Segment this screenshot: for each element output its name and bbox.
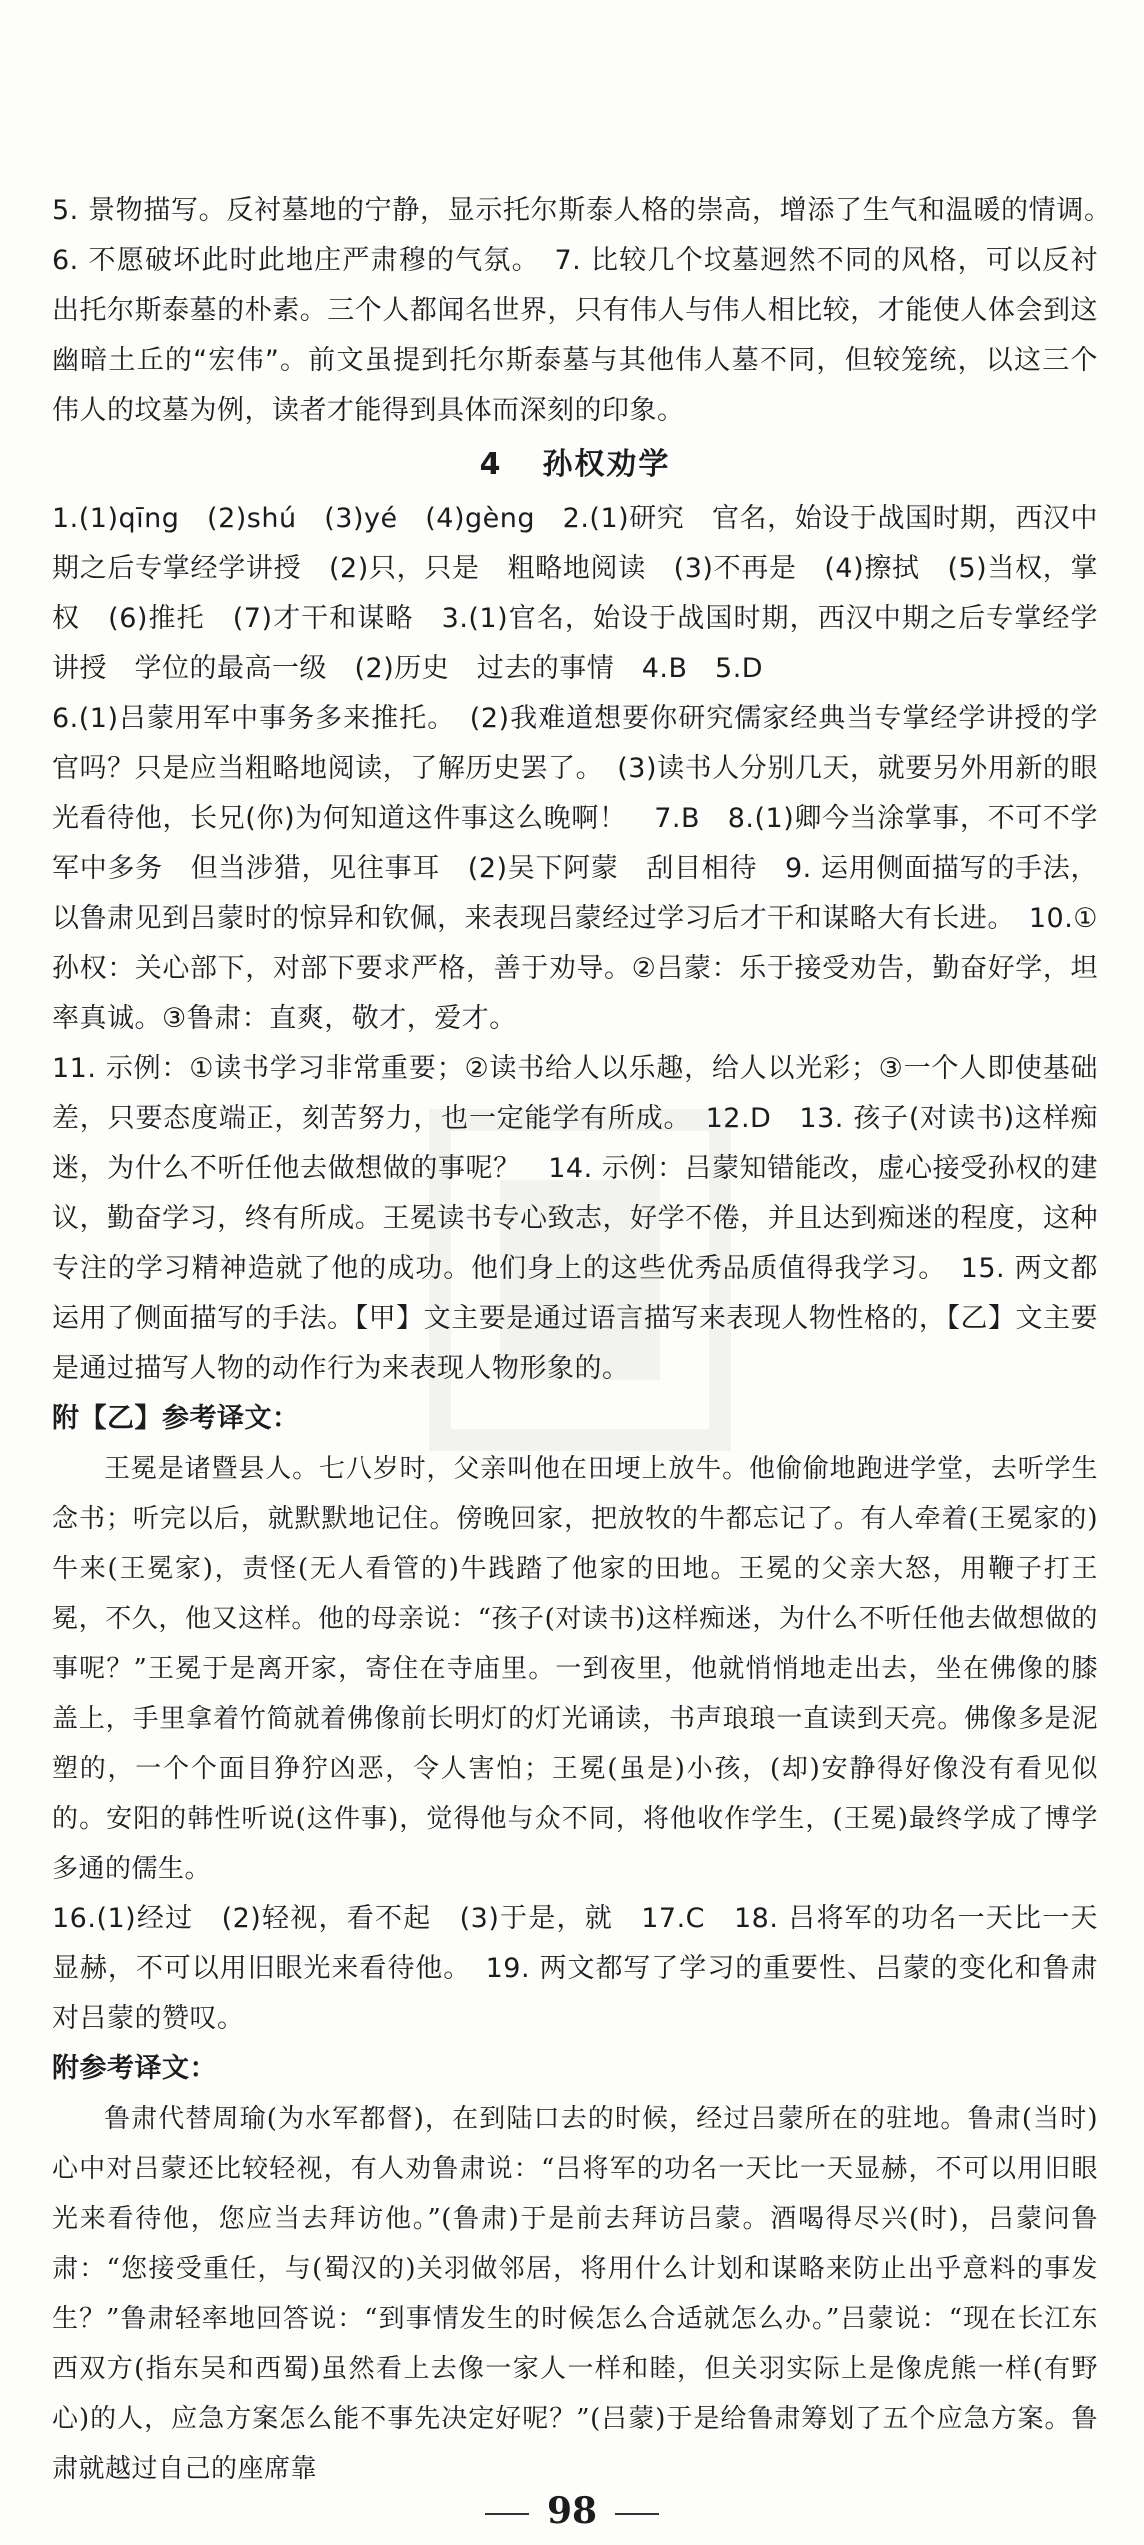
page-number-dash-right — [615, 2513, 659, 2515]
translation-yi: 王冕是诸暨县人。七八岁时，父亲叫他在田埂上放牛。他偷偷地跑进学堂，去听学生念书；听完以后，就默默地记住。傍晚回家，把放牧的牛都忘记了。有人牵着(王冕家的)牛来(王冕家)，责怪(无人看管的)牛践踏了他家的田地。王冕的父亲大怒，用鞭子打王冕，不久，他又这样。他的母亲说：“孩子(对读书)这样痴迷，为什么不听任他去做想做的事呢？”王冕于是离开家，寄住在寺庙里。一到夜里，他就悄悄地走出去，坐在佛像的膝盖上，手里拿着竹简就着佛像前长明灯的灯光诵读，书声琅琅一直读到天亮。佛像多是泥塑的，一个个面目狰狞凶恶，令人害怕；王冕(虽是)小孩，(却)安静得好像没有看见似的。安阳的韩性听说(这件事)，觉得他与众不同，将他收作学生，(王冕)最终学成了博学多通的儒生。 — [52, 1454, 1098, 1884]
answer-content — [52, 186, 1126, 2494]
answers-block-3: 11. 示例：①读书学习非常重要；②读书给人以乐趣，给人以光彩；③一个人即使基础差，只要态度端正，刻苦努力，也一定能学有所成。 12.D 13. 孩子(对读书)这样痴迷，为什么不听任他去做想做的事呢？ 14. 示例：吕蒙知错能改，虚心接受孙权的建议，勤奋学习，终有所成。王冕读书专心致志，好学不倦，并且达到痴迷的程度，这种专注的学习精神造就了他的成功。他们身上的这些优秀品质值得我学习。 15. 两文都运用了侧面描写的手法。【甲】文主要是通过语言描写来表现人物性格的，【乙】文主要是通过描写人物的动作行为来表现人物形象的。 — [52, 1053, 1098, 1384]
answers-block-1: 1.(1)qīng (2)shú (3)yé (4)gèng 2.(1)研究 官名，始设于战国时期，西汉中期之后专掌经学讲授 (2)只，只是 粗略地阅读 (3)不再是 (4)擦拭 (5)当权，掌权 (6)推托 (7)才干和谋略 3.(1)官名，始设于战国时期，西汉中期之后专掌经学讲授 学位的最高一级 (2)历史 过去的事情 4.B 5.D — [52, 503, 1098, 684]
section-title-text: 孙权劝学 — [542, 447, 671, 482]
translation-reference: 鲁肃代替周瑜(为水军都督)，在到陆口去的时候，经过吕蒙所在的驻地。鲁肃(当时)心中对吕蒙还比较轻视，有人劝鲁肃说：“吕将军的功名一天比一天显赫，不可以用旧眼光来看待他，您应当去拜访他。”(鲁肃)于是前去拜访吕蒙。酒喝得尽兴(时)，吕蒙问鲁肃：“您接受重任，与(蜀汉的)关羽做邻居，将用什么计划和谋略来防止出乎意料的事发生？”鲁肃轻率地回答说：“到事情发生的时候怎么合适就怎么办。”吕蒙说：“现在长江东西双方(指东吴和西蜀)虽然看上去像一家人一样和睦，但关羽实际上是像虎熊一样(有野心)的人，应急方案怎么能不事先决定好呢？”(吕蒙)于是给鲁肃筹划了五个应急方案。鲁肃就越过自己的座席靠 — [52, 2104, 1098, 2484]
heading-yi-translation: 附【乙】参考译文： — [52, 1403, 300, 1434]
prev-section-answers: 5. 景物描写。反衬墓地的宁静，显示托尔斯泰人格的崇高，增添了生气和温暖的情调。 6. 不愿破坏此时此地庄严肃穆的气氛。 7. 比较几个坟墓迥然不同的风格，可以反衬出托尔斯泰墓的朴素。三个人都闻名世界，只有伟人与伟人相比较，才能使人体会到这幽暗土丘的“宏伟”。前文虽提到托尔斯泰墓与其他伟人墓不同，但较笼统，以这三个伟人的坟墓为例，读者才能得到具体而深刻的印象。 — [52, 195, 1126, 426]
section-number: 4 — [479, 447, 503, 482]
heading-reference-translation: 附参考译文： — [52, 2053, 217, 2084]
answers-block-4: 16.(1)经过 (2)轻视，看不起 (3)于是，就 17.C 18. 吕将军的功名一天比一天显赫，不可以用旧眼光来看待他。 19. 两文都写了学习的重要性、吕蒙的变化和鲁肃对吕蒙的赞叹。 — [52, 1903, 1098, 2034]
page-number-text: 98 — [546, 2490, 598, 2532]
page-number-dash-left — [485, 2513, 529, 2515]
answers-block-2: 6.(1)吕蒙用军中事务多来推托。 (2)我难道想要你研究儒家经典当专掌经学讲授的学官吗？只是应当粗略地阅读，了解历史罢了。 (3)读书人分别几天，就要另外用新的眼光看待他，长兄(你)为何知道这件事这么晚啊！ 7.B 8.(1)卿今当涂掌事，不可不学 军中多务 但当涉猎，见往事耳 (2)吴下阿蒙 刮目相待 9. 运用侧面描写的手法，以鲁肃见到吕蒙时的惊异和钦佩，来表现吕蒙经过学习后才干和谋略大有长进。 10.①孙权：关心部下，对部下要求严格，善于劝导。②吕蒙：乐于接受劝告，勤奋好学，坦率真诚。③鲁肃：直爽，敬才，爱才。 — [52, 703, 1126, 1034]
page-number — [0, 2490, 1144, 2532]
section-title — [52, 436, 1098, 494]
